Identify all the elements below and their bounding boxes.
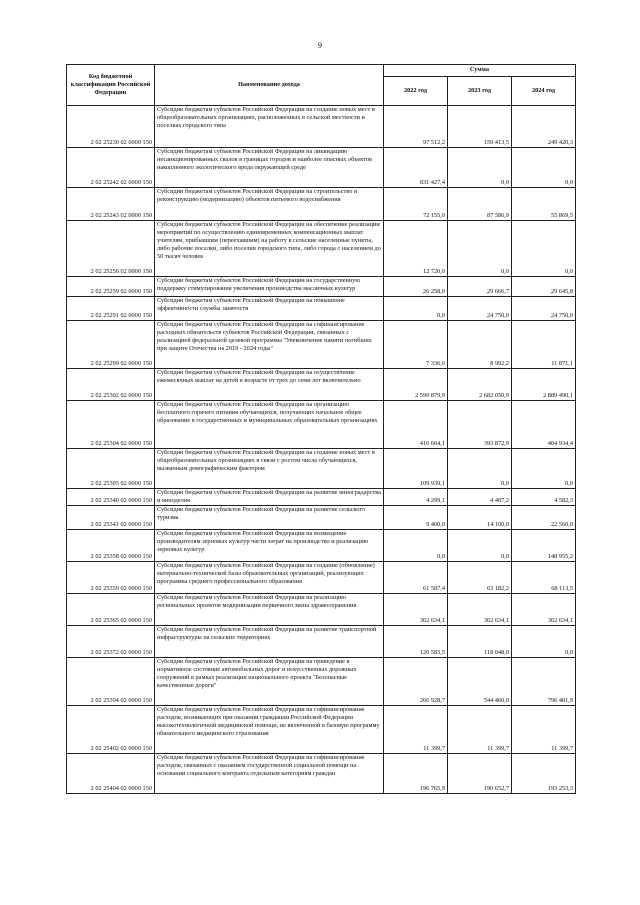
- year-header-2022: 2022 год: [384, 77, 448, 106]
- amount-2024-cell: 68 113,5: [512, 562, 576, 594]
- amount-2024-cell: 148 955,2: [512, 530, 576, 562]
- table-row: [67, 106, 576, 148]
- budget-code-cell: 2 02 25291 02 0000 150: [67, 297, 155, 321]
- revenue-name-cell: Субсидии бюджетам субъектов Российской Федерации на строительство и реконструкцию (модернизацию) объектов питьевого водоснабжения: [155, 188, 384, 221]
- amount-2022-cell: 12 720,0: [384, 221, 448, 277]
- budget-code-cell: 2 02 25259 02 0000 150: [67, 277, 155, 297]
- amount-2024-cell: 11 399,7: [512, 706, 576, 754]
- table-row: [67, 530, 576, 562]
- budget-code-cell: 2 02 25404 02 0000 150: [67, 754, 155, 794]
- amount-2024-cell: 249 420,3: [512, 106, 576, 148]
- revenue-name-cell: Субсидии бюджетам субъектов Российской Федерации на создание новых мест в общеобразовательных организациях в связи с ростом числа обучающихся, вызванным демографическим фактором: [155, 449, 384, 489]
- revenue-name-cell: Субсидии бюджетам субъектов Российской Федерации на софинансирование расходных обязательств субъектов Российской Федерации, связанных с реализацией федеральной целевой программы "Увековечение памяти погибших при защите Отечества на 2019 - 2024 годы": [155, 321, 384, 369]
- amount-2024-cell: 22 560,0: [512, 506, 576, 530]
- amount-2022-cell: 9 400,0: [384, 506, 448, 530]
- code-column-header: Код бюджетной классификации Российской Федерации: [67, 65, 155, 106]
- budget-code-cell: 2 02 25230 02 0000 150: [67, 106, 155, 148]
- amount-2022-cell: 266 928,7: [384, 658, 448, 706]
- budget-code-cell: 2 02 25242 02 0000 150: [67, 148, 155, 188]
- revenue-name-cell: Субсидии бюджетам субъектов Российской Федерации на повышение эффективности службы занятости: [155, 297, 384, 321]
- budget-code-cell: 2 02 25359 02 0000 150: [67, 562, 155, 594]
- budget-code-cell: 2 02 25299 02 0000 150: [67, 321, 155, 369]
- table-row: [67, 148, 576, 188]
- amount-2022-cell: 26 258,0: [384, 277, 448, 297]
- budget-code-cell: 2 02 25358 02 0000 150: [67, 530, 155, 562]
- amount-2022-cell: 109 939,1: [384, 449, 448, 489]
- amount-2022-cell: 410 604,1: [384, 401, 448, 449]
- sum-column-header: Сумма: [384, 65, 576, 77]
- revenue-name-cell: Субсидии бюджетам субъектов Российской Федерации на софинансирование расходов, возникающих при оказании гражданам Российской Федерации высокотехнологичной медицинской помощи, не включенной в базовую программу обязательного медицинского страхования: [155, 706, 384, 754]
- amount-2022-cell: 4 299,1: [384, 489, 448, 506]
- amount-2023-cell: 362 634,1: [448, 594, 512, 626]
- amount-2022-cell: 120 583,5: [384, 626, 448, 658]
- amount-2024-cell: 29 645,8: [512, 277, 576, 297]
- table-row: [67, 297, 576, 321]
- revenue-name-cell: Субсидии бюджетам субъектов Российской Федерации на возмещение производителям зерновых культур части затрат на производство и реализацию зерновых культур: [155, 530, 384, 562]
- amount-2023-cell: 29 666,7: [448, 277, 512, 297]
- amount-2023-cell: 8 992,2: [448, 321, 512, 369]
- amount-2023-cell: 63 182,2: [448, 562, 512, 594]
- amount-2023-cell: 190 652,7: [448, 754, 512, 794]
- budget-code-cell: 2 02 25365 02 0000 150: [67, 594, 155, 626]
- amount-2024-cell: 193 253,3: [512, 754, 576, 794]
- budget-code-cell: 2 02 25394 02 0000 150: [67, 658, 155, 706]
- table-row: [67, 506, 576, 530]
- amount-2024-cell: 24 750,0: [512, 297, 576, 321]
- amount-2023-cell: 2 682 050,9: [448, 369, 512, 401]
- amount-2023-cell: 393 872,9: [448, 401, 512, 449]
- revenue-name-cell: Субсидии бюджетам субъектов Российской Федерации на реализацию региональных проектов модернизации первичного звена здравоохранения: [155, 594, 384, 626]
- table-row: [67, 626, 576, 658]
- table-row: [67, 562, 576, 594]
- table-row: [67, 188, 576, 221]
- revenue-name-cell: Субсидии бюджетам субъектов Российской Федерации на организацию бесплатного горячего питания обучающихся, получающих начальное общее образование в государственных и муниципальных образовательных организациях: [155, 401, 384, 449]
- budget-code-cell: 2 02 25372 02 0000 150: [67, 626, 155, 658]
- amount-2023-cell: 0,0: [448, 221, 512, 277]
- revenue-name-cell: Субсидии бюджетам субъектов Российской Федерации на осуществление ежемесячных выплат на детей в возрасте от трех до семи лет включительно: [155, 369, 384, 401]
- amount-2024-cell: 0,0: [512, 148, 576, 188]
- table-row: [67, 401, 576, 449]
- table-row: [67, 221, 576, 277]
- amount-2024-cell: 11 871,1: [512, 321, 576, 369]
- amount-2023-cell: 0,0: [448, 148, 512, 188]
- amount-2023-cell: 24 750,0: [448, 297, 512, 321]
- table-row: [67, 658, 576, 706]
- revenue-name-cell: Субсидии бюджетам субъектов Российской Федерации на ликвидацию несанкционированных свалок в границах городов и наиболее опасных объектов накопленного экологического вреда окружающей среде: [155, 148, 384, 188]
- amount-2022-cell: 7 336,6: [384, 321, 448, 369]
- page-number: 9: [318, 41, 322, 50]
- amount-2024-cell: 404 934,4: [512, 401, 576, 449]
- amount-2022-cell: 97 512,2: [384, 106, 448, 148]
- budget-code-cell: 2 02 25256 02 0000 150: [67, 221, 155, 277]
- table-body: [67, 106, 576, 794]
- amount-2023-cell: 544 460,0: [448, 658, 512, 706]
- revenue-name-cell: Субсидии бюджетам субъектов Российской Федерации на софинансирование расходов, связанных с оказанием государственной социальной помощи на основании социального контракта отдельным категориям граждан: [155, 754, 384, 794]
- amount-2023-cell: 159 413,5: [448, 106, 512, 148]
- revenue-name-cell: Субсидии бюджетам субъектов Российской Федерации на развитие транспортной инфраструктуры на сельских территориях: [155, 626, 384, 658]
- amount-2022-cell: 61 587,4: [384, 562, 448, 594]
- table-row: [67, 449, 576, 489]
- revenue-name-cell: Субсидии бюджетам субъектов Российской Федерации на развитие виноградарства и виноделия: [155, 489, 384, 506]
- budget-code-cell: 2 02 25305 02 0000 150: [67, 449, 155, 489]
- amount-2022-cell: 2 599 879,9: [384, 369, 448, 401]
- budget-code-cell: 2 02 25302 02 0000 150: [67, 369, 155, 401]
- amount-2022-cell: 11 399,7: [384, 706, 448, 754]
- table-row: [67, 706, 576, 754]
- amount-2022-cell: 196 765,9: [384, 754, 448, 794]
- amount-2022-cell: 831 427,4: [384, 148, 448, 188]
- amount-2024-cell: 4 582,3: [512, 489, 576, 506]
- year-header-2024: 2024 год: [512, 77, 576, 106]
- amount-2024-cell: 0,0: [512, 449, 576, 489]
- amount-2022-cell: 362 634,1: [384, 594, 448, 626]
- amount-2024-cell: 0,0: [512, 626, 576, 658]
- table-header: [67, 65, 576, 106]
- table-row: [67, 321, 576, 369]
- budget-code-cell: 2 02 25340 02 0000 150: [67, 489, 155, 506]
- budget-code-cell: 2 02 25243 02 0000 150: [67, 188, 155, 221]
- amount-2022-cell: 0,0: [384, 297, 448, 321]
- amount-2022-cell: 72 155,0: [384, 188, 448, 221]
- amount-2023-cell: 0,0: [448, 530, 512, 562]
- amount-2023-cell: 11 399,7: [448, 706, 512, 754]
- revenue-name-cell: Субсидии бюджетам субъектов Российской Федерации на создание (обновление) материально-технической базы образовательных организаций, реализующих программы среднего профессионального образования: [155, 562, 384, 594]
- revenue-name-cell: Субсидии бюджетам субъектов Российской Федерации на государственную поддержку стимулирования увеличения производства масличных культур: [155, 277, 384, 297]
- budget-code-cell: 2 02 25402 02 0000 150: [67, 706, 155, 754]
- table-row: [67, 369, 576, 401]
- table-row: [67, 594, 576, 626]
- budget-code-cell: 2 02 25304 02 0000 150: [67, 401, 155, 449]
- amount-2023-cell: 0,0: [448, 449, 512, 489]
- amount-2022-cell: 0,0: [384, 530, 448, 562]
- table-row: [67, 754, 576, 794]
- revenue-name-cell: Субсидии бюджетам субъектов Российской Федерации на развитие сельского туризма: [155, 506, 384, 530]
- amount-2023-cell: 118 048,0: [448, 626, 512, 658]
- amount-2024-cell: 2 889 490,1: [512, 369, 576, 401]
- amount-2023-cell: 87 586,9: [448, 188, 512, 221]
- table-row: [67, 489, 576, 506]
- table-row: [67, 277, 576, 297]
- amount-2024-cell: 0,0: [512, 221, 576, 277]
- revenue-name-cell: Субсидии бюджетам субъектов Российской Федерации на обеспечение реализации мероприятий по осуществлению единовременных компенсационных выплат учителям, прибывшим (переехавшим) на работу в сельские населенные пункты, либо рабочие поселки, либо поселки городского типа, либо города с населением до 50 тысяч человек: [155, 221, 384, 277]
- year-header-2023: 2023 год: [448, 77, 512, 106]
- budget-code-cell: 2 02 25341 02 0000 150: [67, 506, 155, 530]
- name-column-header: Наименование дохода: [155, 65, 384, 106]
- amount-2023-cell: 14 100,0: [448, 506, 512, 530]
- revenue-table: [66, 64, 576, 794]
- amount-2024-cell: 55 869,5: [512, 188, 576, 221]
- amount-2023-cell: 4 487,2: [448, 489, 512, 506]
- revenue-name-cell: Субсидии бюджетам субъектов Российской Федерации на создание новых мест в общеобразовательных организациях, расположенных в сельской местности и поселках городского типа: [155, 106, 384, 148]
- revenue-name-cell: Субсидии бюджетам субъектов Российской Федерации на приведение в нормативное состояние автомобильных дорог и искусственных дорожных сооружений в рамках реализации национального проекта "Безопасные качественные дороги": [155, 658, 384, 706]
- amount-2024-cell: 796 481,9: [512, 658, 576, 706]
- amount-2024-cell: 362 634,1: [512, 594, 576, 626]
